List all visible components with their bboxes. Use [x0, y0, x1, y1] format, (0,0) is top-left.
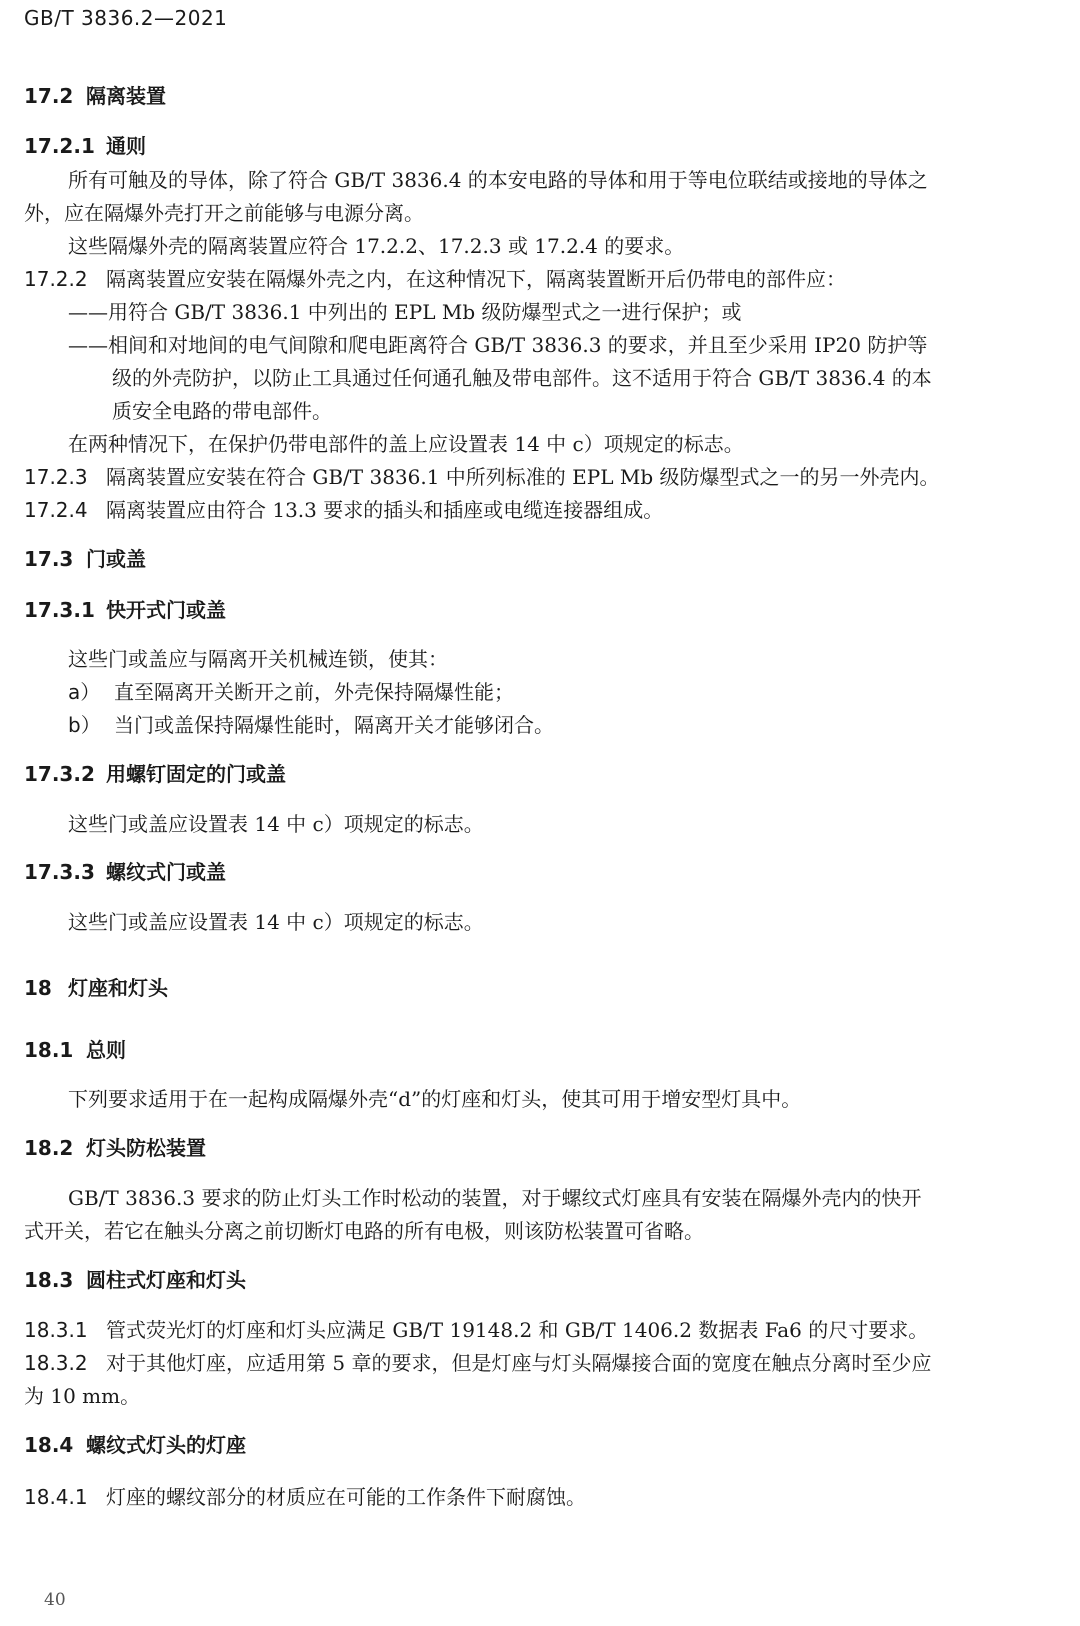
clause-17-2-4: 17.2.4 隔离装置应由符合 13.3 要求的插头和插座或电缆连接器组成。 [24, 498, 664, 522]
section-18-3-heading: 18.3 圆柱式灯座和灯头 [24, 1268, 246, 1292]
paragraph-line: 这些门或盖应设置表 14 中 c）项规定的标志。 [68, 812, 484, 836]
paragraph-line: 这些隔爆外壳的隔离装置应符合 17.2.2、17.2.3 或 17.2.4 的要求。 [68, 234, 685, 258]
clause-17-2-3: 17.2.3 隔离装置应安装在符合 GB/T 3836.1 中所列标准的 EPL Mb 级防爆型式之一的另一外壳内。 [24, 465, 940, 489]
paragraph-line: 外，应在隔爆外壳打开之前能够与电源分离。 [24, 201, 424, 225]
paragraph-line: 式开关，若它在触头分离之前切断灯电路的所有电极，则该防松装置可省略。 [24, 1219, 704, 1243]
standard-number-header: GB/T 3836.2—2021 [24, 6, 228, 30]
page-number: 40 [44, 1590, 66, 1610]
paragraph-line: GB/T 3836.3 要求的防止灯头工作时松动的装置，对于螺纹式灯座具有安装在隔爆外壳内的快开 [68, 1186, 922, 1210]
section-17-3-heading: 17.3 门或盖 [24, 547, 146, 571]
clause-18-4-1: 18.4.1 灯座的螺纹部分的材质应在可能的工作条件下耐腐蚀。 [24, 1485, 586, 1509]
section-18-4-heading: 18.4 螺纹式灯头的灯座 [24, 1433, 246, 1457]
dash-list-item: ——用符合 GB/T 3836.1 中列出的 EPL Mb 级防爆型式之一进行保护；或 [68, 300, 742, 324]
section-18-1-heading: 18.1 总则 [24, 1038, 126, 1062]
paragraph-line: 这些门或盖应与隔离开关机械连锁，使其： [68, 647, 448, 671]
section-17-3-2-heading: 17.3.2 用螺钉固定的门或盖 [24, 762, 286, 786]
section-17-3-1-heading: 17.3.1 快开式门或盖 [24, 598, 226, 622]
section-17-2-1-heading: 17.2.1 通则 [24, 134, 146, 158]
list-item-a: a） 直至隔离开关断开之前，外壳保持隔爆性能； [68, 680, 514, 704]
paragraph-line: 所有可触及的导体，除了符合 GB/T 3836.4 的本安电路的导体和用于等电位联结或接地的导体之 [68, 168, 928, 192]
paragraph-line: 在两种情况下，在保护仍带电部件的盖上应设置表 14 中 c）项规定的标志。 [68, 432, 744, 456]
paragraph-line: 为 10 mm。 [24, 1384, 141, 1408]
chapter-18-heading: 18 灯座和灯头 [24, 976, 168, 1000]
section-17-2-heading: 17.2 隔离装置 [24, 84, 166, 108]
section-17-3-3-heading: 17.3.3 螺纹式门或盖 [24, 860, 226, 884]
clause-18-3-1: 18.3.1 管式荧光灯的灯座和灯头应满足 GB/T 19148.2 和 GB/T 1406.2 数据表 Fa6 的尺寸要求。 [24, 1318, 929, 1342]
dash-list-item: ——相间和对地间的电气间隙和爬电距离符合 GB/T 3836.3 的要求，并且至少采用 IP20 防护等 [68, 333, 928, 357]
clause-18-3-2: 18.3.2 对于其他灯座，应适用第 5 章的要求，但是灯座与灯头隔爆接合面的宽度在触点分离时至少应 [24, 1351, 932, 1375]
paragraph-line: 这些门或盖应设置表 14 中 c）项规定的标志。 [68, 910, 484, 934]
dash-list-item-continuation: 质安全电路的带电部件。 [112, 399, 332, 423]
clause-17-2-2: 17.2.2 隔离装置应安装在隔爆外壳之内，在这种情况下，隔离装置断开后仍带电的部件应： [24, 267, 846, 291]
section-18-2-heading: 18.2 灯头防松装置 [24, 1136, 206, 1160]
list-item-b: b） 当门或盖保持隔爆性能时，隔离开关才能够闭合。 [68, 713, 554, 737]
paragraph-line: 下列要求适用于在一起构成隔爆外壳“d”的灯座和灯头，使其可用于增安型灯具中。 [68, 1087, 802, 1111]
dash-list-item-continuation: 级的外壳防护，以防止工具通过任何通孔触及带电部件。这不适用于符合 GB/T 3836.4 的本 [112, 366, 932, 390]
